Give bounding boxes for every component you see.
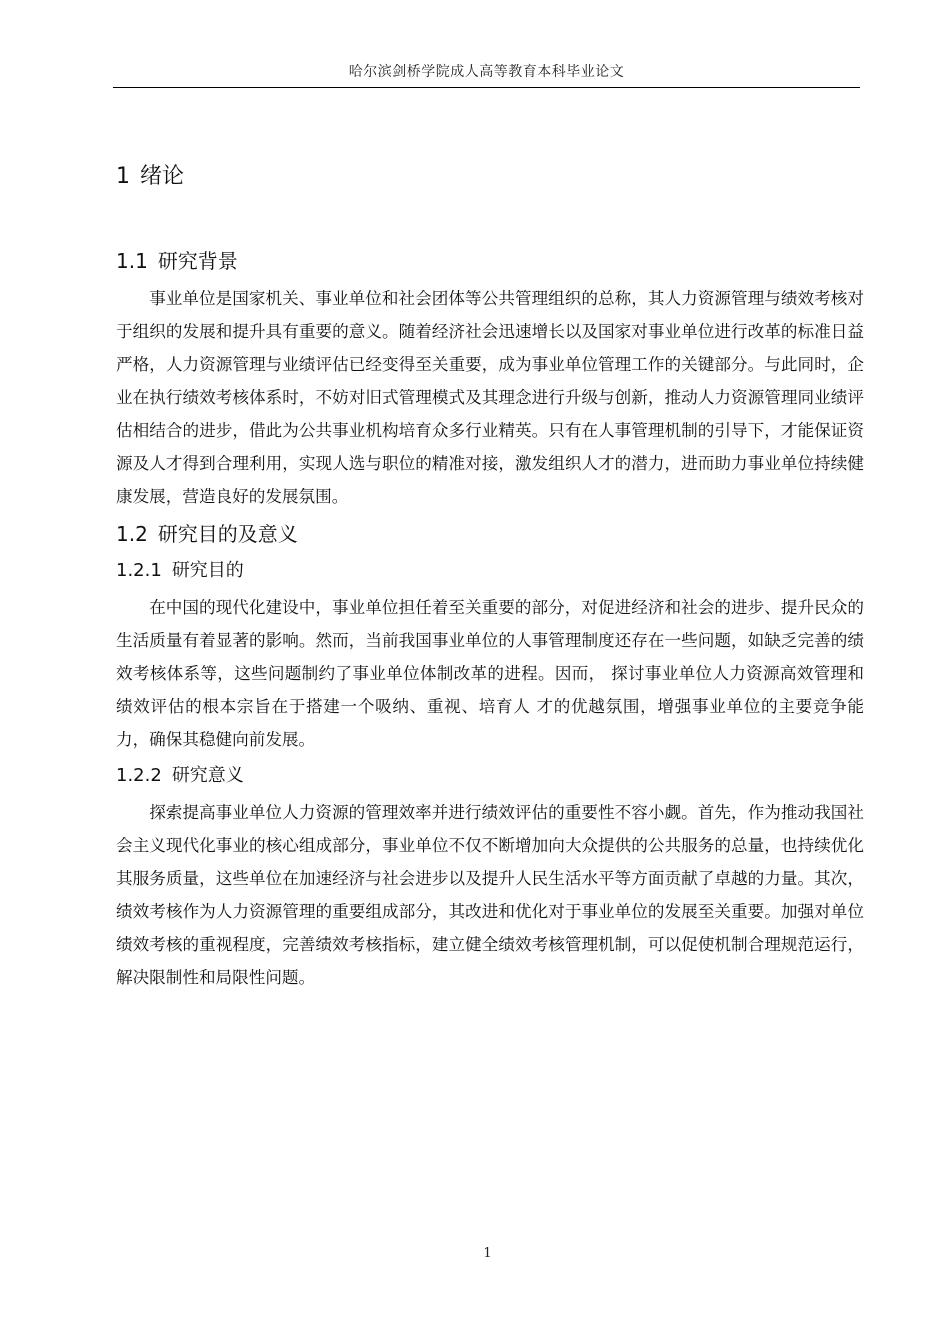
chapter-number: 1: [116, 164, 130, 189]
section-heading-1-2: [116, 517, 864, 551]
subsection-title: 研究意义: [171, 765, 244, 786]
subsection-title: 研究目的: [171, 560, 244, 581]
section-number: 1.1: [116, 249, 148, 273]
paragraph-research-significance: 探索提高事业单位人力资源的管理效率并进行绩效评估的重要性不容小觑。首先，作为推动我国社会主义现代化事业的核心组成部分，事业单位不仅不断增加向大众提供的公共服务的总量，也持续优化其服务质量，这些单位在加速经济与社会进步以及提升人民生活水平等方面贡献了卓越的力量。其次，绩效考核作为人力资源管理的重要组成部分，其改进和优化对于事业单位的发展至关重要。加强对单位绩效考核的重视程度，完善绩效考核指标，建立健全绩效考核管理机制，可以促使机制合理规范运行，解决限制性和局限性问题。: [116, 803, 864, 987]
section-title: 研究目的及意义: [157, 522, 298, 546]
chapter-heading: [116, 158, 864, 196]
document-body: [116, 158, 864, 998]
page-header: 哈尔滨剑桥学院成人高等教育本科毕业论文: [348, 64, 625, 80]
subsection-heading-1-2-1: [116, 555, 864, 587]
subsection-heading-1-2-2: [116, 760, 864, 792]
paragraph-research-purpose: 在中国的现代化建设中，事业单位担任着至关重要的部分，对促进经济和社会的进步、提升民众的生活质量有着显著的影响。然而，当前我国事业单位的人事管理制度还存在一些问题，如缺乏完善的绩效考核体系等，这些问题制约了事业单位体制改革的进程。因而， 探讨事业单位人力资源高效管理和绩效评估的根本宗旨在于搭建一个吸纳、重视、培育人 才的优越氛围，增强事业单位的主要竞争能力，确保其稳健向前发展。: [116, 598, 864, 749]
subsection-number: 1.2.1: [116, 560, 162, 581]
page-number: 1: [483, 1246, 492, 1261]
section-title: 研究背景: [157, 249, 238, 273]
subsection-number: 1.2.2: [116, 765, 162, 786]
section-number: 1.2: [116, 522, 148, 546]
paragraph-research-background: 事业单位是国家机关、事业单位和社会团体等公共管理组织的总称，其人力资源管理与绩效考核对于组织的发展和提升具有重要的意义。随着经济社会迅速增长以及国家对事业单位进行改革的标准日益严格，人力资源管理与业绩评估已经变得至关重要，成为事业单位管理工作的关键部分。与此同时，企业在执行绩效考核体系时，不妨对旧式管理模式及其理念进行升级与创新，推动人力资源管理同业绩评估相结合的进步，借此为公共事业机构培育众多行业精英。只有在人事管理机制的引导下，才能保证资源及人才得到合理利用，实现人选与职位的精准对接，激发组织人才的潜力，进而助力事业单位持续健康发展，营造良好的发展氛围。: [116, 289, 864, 506]
header-divider: [113, 87, 860, 88]
chapter-title: 绪论: [140, 164, 185, 189]
section-heading-1-1: [116, 244, 864, 278]
